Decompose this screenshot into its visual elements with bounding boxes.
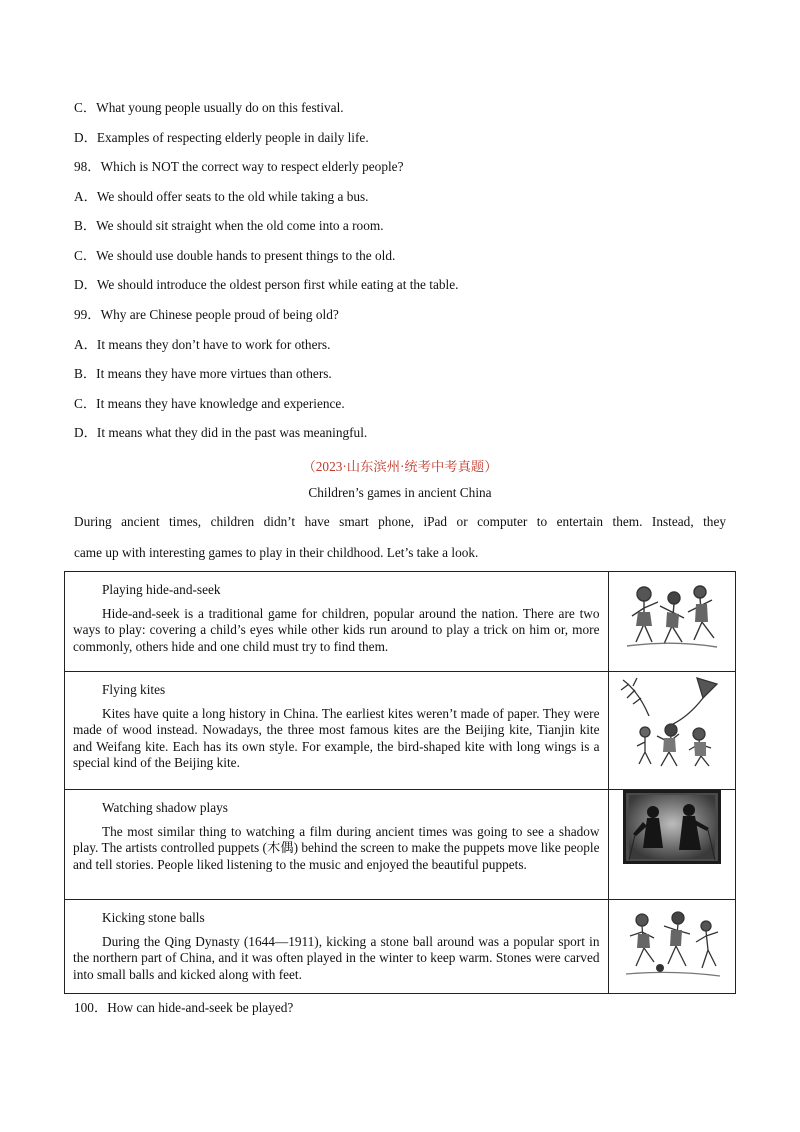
game-text-cell <box>65 572 609 672</box>
game-description: The most similar thing to watching a film during ancient times was going to see a shadow play. The artists controlled puppets (木偶) behind the screen to make the puppets move like people and tell stories. People liked listening to the music and enjoyed the beautiful puppets. <box>73 823 600 872</box>
hide-and-seek-illustration <box>622 572 722 652</box>
option-c-q97: C．What young people usually do on this festival. <box>74 100 344 115</box>
option-d-q99: D．It means what they did in the past was meaningful. <box>74 425 368 440</box>
shadow-play-photo <box>623 790 721 864</box>
game-text-cell <box>65 790 609 900</box>
game-name: Kicking stone balls <box>102 910 205 925</box>
game-image-cell <box>608 790 735 900</box>
table-row <box>65 572 736 672</box>
game-image-cell <box>608 572 735 672</box>
game-text-cell <box>65 900 609 994</box>
option-a-q99: A．It means they don’t have to work for others. <box>74 337 331 352</box>
intro-line-2: came up with interesting games to play in their childhood. Let’s take a look. <box>74 545 479 560</box>
table-row <box>65 900 736 994</box>
games-table <box>64 571 736 994</box>
intro-line-1: During ancient times, children didn’t have smart phone, iPad or computer to entertain them. Instead, they <box>74 514 726 529</box>
game-name: Watching shadow plays <box>102 800 228 815</box>
option-b-q98: B．We should sit straight when the old come into a room. <box>74 218 384 233</box>
game-text-cell <box>65 672 609 790</box>
game-description: Kites have quite a long history in China. The earliest kites weren’t made of paper. They were made of wood instead. Nowadays, the three most famous kites are the Beijing kite, Tianjin kite and Weifang kite. Each has its own style. For example, the bird-shaped kite with long wings is a special kind of the Beijing kite. <box>73 705 600 770</box>
game-name: Playing hide-and-seek <box>102 582 221 597</box>
game-image-cell <box>608 900 735 994</box>
option-c-q99: C．It means they have knowledge and experience. <box>74 396 345 411</box>
exam-source: （2023·山东滨州·统考中考真题） <box>302 459 498 474</box>
option-b-q99: B．It means they have more virtues than others. <box>74 366 332 381</box>
question-100: 100．How can hide-and-seek be played? <box>74 1000 294 1015</box>
table-row <box>65 672 736 790</box>
option-a-q98: A．We should offer seats to the old while taking a bus. <box>74 189 369 204</box>
table-row <box>65 790 736 900</box>
option-d-q97: D．Examples of respecting elderly people in daily life. <box>74 130 369 145</box>
stone-ball-illustration <box>620 900 724 982</box>
option-d-q98: D．We should introduce the oldest person first while eating at the table. <box>74 277 459 292</box>
game-image-cell <box>608 672 735 790</box>
question-99: 99．Why are Chinese people proud of being old? <box>74 307 339 322</box>
game-description: During the Qing Dynasty (1644—1911), kicking a stone ball around was a popular sport in the northern part of China, and it was often played in the winter to keep warm. Stones were carved into small balls and kicked along with feet. <box>73 933 600 982</box>
option-c-q98: C．We should use double hands to present things to the old. <box>74 248 396 263</box>
kite-flying-illustration <box>619 672 725 768</box>
question-98: 98．Which is NOT the correct way to respect elderly people? <box>74 159 404 174</box>
game-name: Flying kites <box>102 682 166 697</box>
game-description: Hide-and-seek is a traditional game for children, popular around the nation. There are two ways to play: covering a child’s eyes while other kids run around to play a trick on him or, more commonly, others hide and one child must try to find them. <box>73 605 600 654</box>
passage-title: Children’s games in ancient China <box>308 485 492 500</box>
